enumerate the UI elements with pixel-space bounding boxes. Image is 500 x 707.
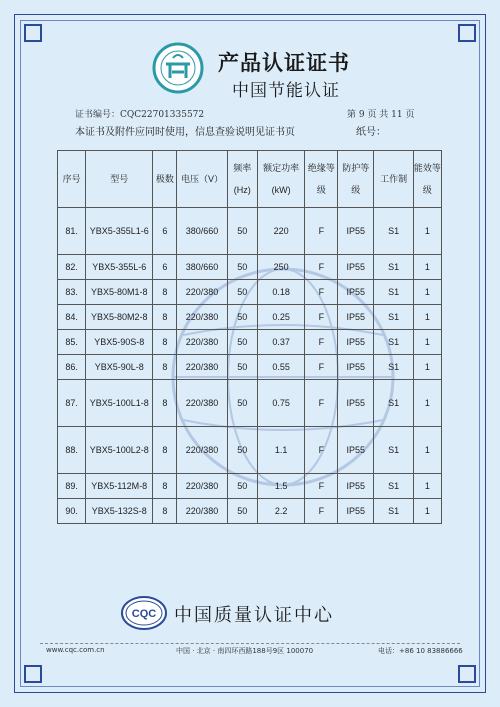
cell-rated-power: 0.25 bbox=[257, 305, 305, 330]
cell-model: YBX5-355L1-6 bbox=[86, 208, 153, 255]
cell-efficiency: 1 bbox=[413, 208, 441, 255]
cell-frequency: 50 bbox=[227, 305, 257, 330]
table-row bbox=[58, 330, 442, 355]
cell-efficiency: 1 bbox=[413, 355, 441, 380]
cell-frequency: 50 bbox=[227, 280, 257, 305]
cell-rated-power: 1.1 bbox=[257, 427, 305, 474]
header-duty: 工作制 bbox=[374, 151, 414, 208]
cell-no: 85. bbox=[58, 330, 86, 355]
cell-voltage: 220/380 bbox=[177, 330, 227, 355]
cell-insulation: F bbox=[305, 427, 338, 474]
cell-no: 88. bbox=[58, 427, 86, 474]
cell-voltage: 220/380 bbox=[177, 305, 227, 330]
cell-voltage: 220/380 bbox=[177, 380, 227, 427]
table-row bbox=[58, 305, 442, 330]
specification-table bbox=[57, 150, 442, 524]
corner-ornament bbox=[24, 665, 42, 683]
cell-protection: IP55 bbox=[338, 305, 374, 330]
cell-voltage: 380/660 bbox=[177, 255, 227, 280]
cell-model: YBX5-100L1-8 bbox=[86, 380, 153, 427]
header-voltage: 电压（V） bbox=[177, 151, 227, 208]
cell-frequency: 50 bbox=[227, 427, 257, 474]
cell-duty: S1 bbox=[374, 208, 414, 255]
cell-no: 86. bbox=[58, 355, 86, 380]
cell-model: YBX5-100L2-8 bbox=[86, 427, 153, 474]
cell-rated-power: 250 bbox=[257, 255, 305, 280]
cell-model: YBX5-132S-8 bbox=[86, 499, 153, 524]
cell-model: YBX5-90S-8 bbox=[86, 330, 153, 355]
corner-ornament bbox=[24, 24, 42, 42]
certificate-title: 产品认证证书 bbox=[218, 51, 350, 75]
cell-voltage: 380/660 bbox=[177, 208, 227, 255]
cell-duty: S1 bbox=[374, 255, 414, 280]
cell-poles: 6 bbox=[153, 255, 177, 280]
cell-protection: IP55 bbox=[338, 427, 374, 474]
cell-rated-power: 0.55 bbox=[257, 355, 305, 380]
cell-duty: S1 bbox=[374, 305, 414, 330]
cell-model: YBX5-355L-6 bbox=[86, 255, 153, 280]
cell-insulation: F bbox=[305, 474, 338, 499]
cell-rated-power: 220 bbox=[257, 208, 305, 255]
cell-duty: S1 bbox=[374, 355, 414, 380]
cell-insulation: F bbox=[305, 208, 338, 255]
cqc-logo-icon bbox=[121, 596, 167, 630]
cell-voltage: 220/380 bbox=[177, 355, 227, 380]
cell-frequency: 50 bbox=[227, 474, 257, 499]
header-poles: 极数 bbox=[153, 151, 177, 208]
cell-no: 83. bbox=[58, 280, 86, 305]
cell-poles: 6 bbox=[153, 208, 177, 255]
cell-insulation: F bbox=[305, 330, 338, 355]
table-row bbox=[58, 208, 442, 255]
cell-protection: IP55 bbox=[338, 255, 374, 280]
cell-frequency: 50 bbox=[227, 255, 257, 280]
cell-poles: 8 bbox=[153, 499, 177, 524]
cell-no: 84. bbox=[58, 305, 86, 330]
cell-model: YBX5-112M-8 bbox=[86, 474, 153, 499]
issuing-organization: 中国质量认证中心 bbox=[174, 605, 334, 626]
header-insulation: 绝缘等级 bbox=[305, 151, 338, 208]
cell-frequency: 50 bbox=[227, 355, 257, 380]
header-efficiency: 能效等级 bbox=[413, 151, 441, 208]
cell-frequency: 50 bbox=[227, 499, 257, 524]
table-row bbox=[58, 499, 442, 524]
cell-efficiency: 1 bbox=[413, 380, 441, 427]
corner-ornament bbox=[458, 665, 476, 683]
cell-protection: IP55 bbox=[338, 355, 374, 380]
cell-insulation: F bbox=[305, 305, 338, 330]
table-row bbox=[58, 280, 442, 305]
cell-voltage: 220/380 bbox=[177, 427, 227, 474]
cell-poles: 8 bbox=[153, 280, 177, 305]
cell-efficiency: 1 bbox=[413, 280, 441, 305]
cell-frequency: 50 bbox=[227, 330, 257, 355]
cell-protection: IP55 bbox=[338, 380, 374, 427]
cell-insulation: F bbox=[305, 255, 338, 280]
cell-protection: IP55 bbox=[338, 330, 374, 355]
cell-poles: 8 bbox=[153, 330, 177, 355]
footer-address: 中国 · 北京 · 南四环西路188号9区 100070 bbox=[176, 647, 314, 655]
cell-efficiency: 1 bbox=[413, 255, 441, 280]
cell-no: 81. bbox=[58, 208, 86, 255]
cell-model: YBX5-90L-8 bbox=[86, 355, 153, 380]
cell-no: 90. bbox=[58, 499, 86, 524]
cell-insulation: F bbox=[305, 499, 338, 524]
table-row bbox=[58, 355, 442, 380]
certificate-subtitle: 中国节能认证 bbox=[232, 81, 340, 101]
footer-phone: 电话：+86 10 83886666 bbox=[378, 647, 463, 655]
cell-no: 89. bbox=[58, 474, 86, 499]
table-row bbox=[58, 380, 442, 427]
cell-efficiency: 1 bbox=[413, 427, 441, 474]
page-indicator: 第 9 页 共 11 页 bbox=[347, 110, 415, 120]
specification-table-wrapper bbox=[57, 150, 442, 524]
cell-frequency: 50 bbox=[227, 208, 257, 255]
cell-poles: 8 bbox=[153, 380, 177, 427]
cell-duty: S1 bbox=[374, 280, 414, 305]
cell-rated-power: 2.2 bbox=[257, 499, 305, 524]
cell-rated-power: 0.75 bbox=[257, 380, 305, 427]
footer-website: www.cqc.com.cn bbox=[46, 646, 105, 654]
cell-duty: S1 bbox=[374, 330, 414, 355]
cell-efficiency: 1 bbox=[413, 499, 441, 524]
certificate-number: 证书编号：CQC22701335572 bbox=[75, 110, 205, 120]
table-header-row bbox=[58, 151, 442, 208]
cell-model: YBX5-80M1-8 bbox=[86, 280, 153, 305]
header-protection: 防护等级 bbox=[338, 151, 374, 208]
cell-voltage: 220/380 bbox=[177, 474, 227, 499]
cell-poles: 8 bbox=[153, 427, 177, 474]
cell-duty: S1 bbox=[374, 380, 414, 427]
table-row bbox=[58, 427, 442, 474]
footer-divider bbox=[40, 643, 460, 644]
cell-protection: IP55 bbox=[338, 499, 374, 524]
header-model: 型号 bbox=[86, 151, 153, 208]
paper-number-label: 纸号： bbox=[356, 127, 386, 138]
cell-efficiency: 1 bbox=[413, 474, 441, 499]
cell-voltage: 220/380 bbox=[177, 280, 227, 305]
usage-notice: 本证书及附件应同时使用，信息查验说明见证书页 bbox=[75, 127, 295, 138]
cell-rated-power: 1.5 bbox=[257, 474, 305, 499]
cell-duty: S1 bbox=[374, 499, 414, 524]
cell-rated-power: 0.37 bbox=[257, 330, 305, 355]
cell-poles: 8 bbox=[153, 355, 177, 380]
cell-no: 87. bbox=[58, 380, 86, 427]
cell-efficiency: 1 bbox=[413, 330, 441, 355]
cell-rated-power: 0.18 bbox=[257, 280, 305, 305]
cell-duty: S1 bbox=[374, 427, 414, 474]
table-row bbox=[58, 474, 442, 499]
header-frequency: 频率(Hz) bbox=[227, 151, 257, 208]
cell-duty: S1 bbox=[374, 474, 414, 499]
cell-protection: IP55 bbox=[338, 208, 374, 255]
table-body bbox=[58, 208, 442, 524]
cell-poles: 8 bbox=[153, 305, 177, 330]
energy-certification-logo-icon bbox=[152, 42, 204, 94]
cell-insulation: F bbox=[305, 355, 338, 380]
header-no: 序号 bbox=[58, 151, 86, 208]
cell-voltage: 220/380 bbox=[177, 499, 227, 524]
cell-protection: IP55 bbox=[338, 474, 374, 499]
cell-poles: 8 bbox=[153, 474, 177, 499]
cell-efficiency: 1 bbox=[413, 305, 441, 330]
cell-no: 82. bbox=[58, 255, 86, 280]
cell-insulation: F bbox=[305, 280, 338, 305]
cell-insulation: F bbox=[305, 380, 338, 427]
cell-frequency: 50 bbox=[227, 380, 257, 427]
cell-model: YBX5-80M2-8 bbox=[86, 305, 153, 330]
cell-protection: IP55 bbox=[338, 280, 374, 305]
svg-text:CQC: CQC bbox=[131, 608, 157, 620]
table-row bbox=[58, 255, 442, 280]
header-rated-power: 额定功率(kW) bbox=[257, 151, 305, 208]
corner-ornament bbox=[458, 24, 476, 42]
